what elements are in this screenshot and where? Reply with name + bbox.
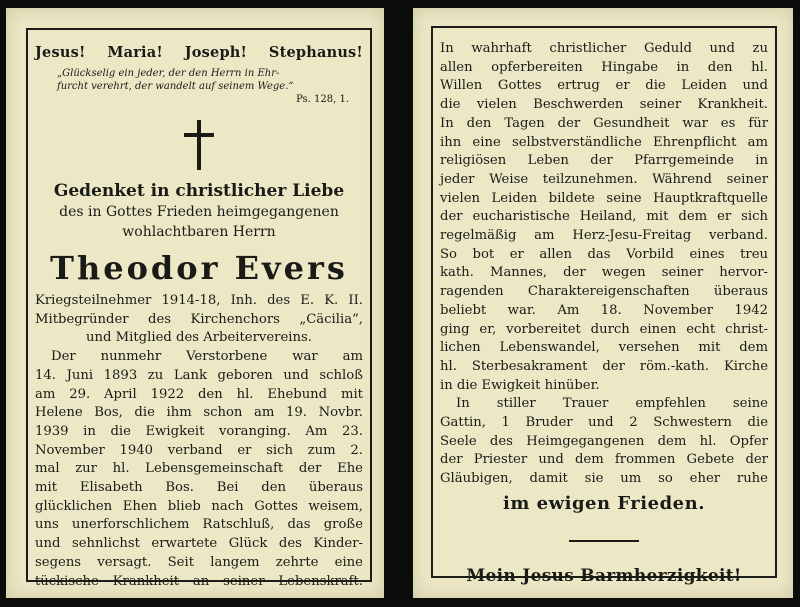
body-line: regelmäßig am Herz-Jesu-Freitag verband. (440, 228, 768, 244)
body-line: November 1940 verband er sich zum 2. (35, 442, 363, 458)
body-line: Willen Gottes ertrug er die Leiden und (440, 78, 768, 94)
body-line: vielen Leiden bildete seine Hauptkraftquelle (440, 190, 768, 206)
body-line: kath. Mannes, der wegen seiner hervor- (440, 265, 768, 281)
body-line: 1939 in die Ewigkeit voranging. Am 23. (35, 423, 363, 439)
body-line: Der nunmehr Verstorbene war am (51, 349, 363, 365)
body-line: in die Ewigkeit hinüber. (440, 377, 600, 393)
psalm-reference: Ps. 128, 1. (296, 94, 349, 105)
body-line: der Priester und dem frommen Gebete der (440, 452, 768, 468)
invocation-jesus: Jesus! (35, 44, 86, 61)
headline: Gedenket in christlicher Liebe (53, 181, 345, 201)
front-border-frame (26, 28, 372, 589)
body-line: lichen Lebenswandel, versehen mit dem (440, 340, 768, 356)
title-line: Kriegsteilnehmer 1914-18, Inh. des E. K. II. (35, 293, 363, 308)
body-line: jeder Weise teilzunehmen. Während seiner (440, 171, 768, 187)
title-line: Mitbegründer des Kirchenchors „Cäcilia“, (35, 311, 363, 327)
psalm-quote (57, 67, 363, 93)
body-line: tückische Krankheit an seiner Lebenskraft. (35, 573, 363, 589)
body-line: allen opferbereiten Hingabe in den hl. (440, 59, 768, 75)
body-line: ihn eine selbstverständliche Ehrenpflicht am (440, 134, 768, 150)
invocation-line (35, 44, 363, 61)
body-line: Gläubigen, damit sie um so eher ruhe (440, 471, 768, 487)
subheading-line: des in Gottes Frieden heimgegangenen (59, 204, 339, 220)
body-line: segens versagt. Seit langem zehrte eine (35, 554, 363, 570)
body-line: So bot er allen das Vorbild eines treu (440, 246, 768, 262)
final-phrase: im ewigen Frieden. (503, 492, 705, 514)
closing-prayer: Mein Jesus Barmherzigkeit! (466, 565, 742, 586)
body-line: der eucharistische Heiland, mit dem er sich (440, 209, 768, 225)
quote-line: „Glückselig ein jeder, der den Herrn in Ehr- (57, 68, 280, 79)
body-line: und sehnlichst erwartete Glück des Kinder- (35, 536, 363, 552)
prayer-card-back (413, 8, 793, 598)
body-line: religiösen Leben der Pfarrgemeinde in (440, 153, 768, 169)
invocation-maria: Maria! (107, 44, 163, 61)
body-line: uns unerforschlichem Ratschluß, das große (35, 517, 363, 533)
body-line: am 29. April 1922 den hl. Ehebund mit (35, 386, 363, 402)
titles-block (35, 292, 363, 348)
subheading-line: wohlachtbaren Herrn (122, 224, 276, 240)
divider-line (569, 540, 639, 542)
body-line: Helene Bos, die ihm schon am 19. Novbr. (35, 405, 363, 421)
body-line: mal zur hl. Lebensgemeinschaft der Ehe (35, 461, 363, 477)
title-line: und Mitglied des Arbeitervereins. (86, 330, 312, 346)
body-line: In wahrhaft christlicher Geduld und zu (440, 41, 768, 56)
body-line: Seele des Heimgegangenen dem hl. Opfer (440, 433, 768, 449)
invocation-joseph: Joseph! (184, 44, 248, 61)
body-line: In den Tagen der Gesundheit war es für (440, 115, 768, 131)
body-line: hl. Sterbesakrament der röm.-kath. Kirche (440, 358, 768, 374)
biography-text (35, 348, 363, 591)
prayer-card-front (6, 8, 384, 598)
body-line: glücklichen Ehen blieb nach Gottes weisem, (35, 498, 363, 514)
body-line: In stiller Trauer empfehlen seine (456, 396, 768, 412)
body-line: ging er, vorbereitet durch einen echt christ- (440, 321, 768, 337)
body-line: Gattin, 1 Bruder und 2 Schwestern die (440, 415, 768, 431)
body-line: mit Elisabeth Bos. Bei den überaus (35, 480, 363, 496)
invocation-stephanus: Stephanus! (268, 44, 363, 61)
deceased-name: Theodor Evers (50, 249, 348, 287)
back-border-frame (431, 26, 777, 586)
body-line: die vielen Beschwerden seiner Krankheit. (440, 97, 768, 113)
cross-icon (184, 120, 214, 170)
body-line: beliebt war. Am 18. November 1942 (440, 302, 768, 318)
continued-text (440, 40, 768, 489)
body-line: ragenden Charaktereigenschaften überaus (440, 284, 768, 300)
quote-line: furcht verehrt, der wandelt auf seinem Wege.“ (57, 81, 294, 92)
body-line: 14. Juni 1893 zu Lank geboren und schloß (35, 367, 363, 383)
